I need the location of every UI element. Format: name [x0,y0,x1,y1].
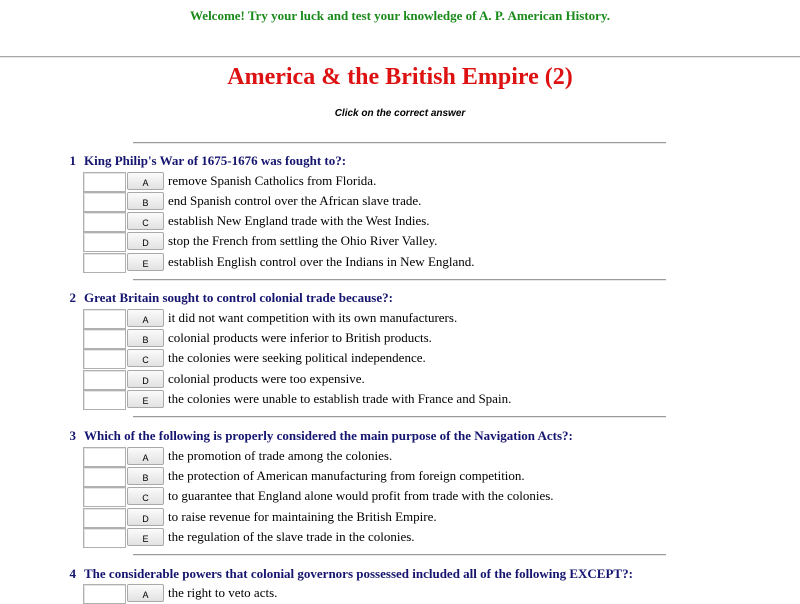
answer-row [0,231,800,251]
answer-response-field[interactable] [83,390,126,410]
answer-row [0,527,800,547]
instruction-text: Click on the correct answer [334,108,466,119]
answer-c-button[interactable]: C [127,487,164,505]
question-divider [133,554,666,556]
answer-row [0,171,800,191]
question-text: Great Britain sought to control colonial trade because?: [84,290,393,305]
header-divider [0,56,800,58]
answer-response-field[interactable] [83,467,126,487]
answer-text: the colonies were seeking political independence. [168,350,426,365]
answer-a-button[interactable]: A [127,172,164,190]
answer-d-button[interactable]: D [127,370,164,388]
question-number: 1 [69,153,76,168]
answer-a-button[interactable]: A [127,584,164,602]
page-title: America & the British Empire (2) [227,64,573,90]
answer-text: to guarantee that England alone would profit from trade with the colonies. [168,488,554,503]
question-number: 2 [69,290,76,305]
answer-text: remove Spanish Catholics from Florida. [168,173,377,188]
answer-text: the right to veto acts. [168,585,278,600]
answer-response-field[interactable] [83,349,126,369]
question-4 [0,566,800,584]
answer-text: colonial products were too expensive. [168,371,365,386]
answer-row [0,252,800,272]
answer-row [0,308,800,328]
answer-response-field[interactable] [83,253,126,273]
question-2 [0,290,800,308]
answer-text: establish English control over the Indians in New England. [168,254,475,269]
answer-response-field[interactable] [83,192,126,212]
question-number: 4 [69,566,76,581]
question-divider [133,142,666,144]
answer-d-button[interactable]: D [127,232,164,250]
question-3 [0,428,800,446]
question-text: The considerable powers that colonial governors possessed included all of the following EXCEPT?: [84,566,633,581]
answer-response-field[interactable] [83,232,126,252]
answer-a-button[interactable]: A [127,309,164,327]
answer-text: stop the French from settling the Ohio River Valley. [168,233,438,248]
answer-c-button[interactable]: C [127,212,164,230]
question-text: Which of the following is properly considered the main purpose of the Navigation Acts?: [84,428,573,443]
answer-response-field[interactable] [83,528,126,548]
answer-row [0,486,800,506]
answer-d-button[interactable]: D [127,508,164,526]
answer-response-field[interactable] [83,584,126,604]
question-text: King Philip's War of 1675-1676 was fought to?: [84,153,347,168]
answer-text: the promotion of trade among the colonies. [168,448,393,463]
answer-row [0,446,800,466]
answer-b-button[interactable]: B [127,329,164,347]
question-divider [133,279,666,281]
answer-b-button[interactable]: B [127,192,164,210]
answer-text: to raise revenue for maintaining the British Empire. [168,509,437,524]
answer-row [0,191,800,211]
answer-response-field[interactable] [83,172,126,192]
answer-text: establish New England trade with the West Indies. [168,213,430,228]
answer-text: the regulation of the slave trade in the colonies. [168,529,415,544]
answer-response-field[interactable] [83,309,126,329]
answer-response-field[interactable] [83,212,126,232]
answer-e-button[interactable]: E [127,528,164,546]
welcome-banner: Welcome! Try your luck and test your knowledge of A. P. American History. [190,8,610,23]
answer-text: it did not want competition with its own manufacturers. [168,310,458,325]
answer-row [0,348,800,368]
question-number: 3 [69,428,76,443]
answer-text: the protection of American manufacturing from foreign competition. [168,468,525,483]
answer-a-button[interactable]: A [127,447,164,465]
answer-row [0,583,800,603]
answer-response-field[interactable] [83,329,126,349]
question-divider [133,416,666,418]
answer-row [0,466,800,486]
answer-text: end Spanish control over the African slave trade. [168,193,422,208]
answer-row [0,389,800,409]
answer-c-button[interactable]: C [127,349,164,367]
answer-text: colonial products were inferior to British products. [168,330,432,345]
answer-response-field[interactable] [83,447,126,467]
answer-e-button[interactable]: E [127,390,164,408]
answer-b-button[interactable]: B [127,467,164,485]
answer-row [0,328,800,348]
answer-response-field[interactable] [83,487,126,507]
answer-row [0,369,800,389]
answer-text: the colonies were unable to establish trade with France and Spain. [168,391,512,406]
question-1 [0,153,800,171]
answer-response-field[interactable] [83,508,126,528]
answer-response-field[interactable] [83,370,126,390]
answer-row [0,507,800,527]
answer-e-button[interactable]: E [127,253,164,271]
answer-row [0,211,800,231]
